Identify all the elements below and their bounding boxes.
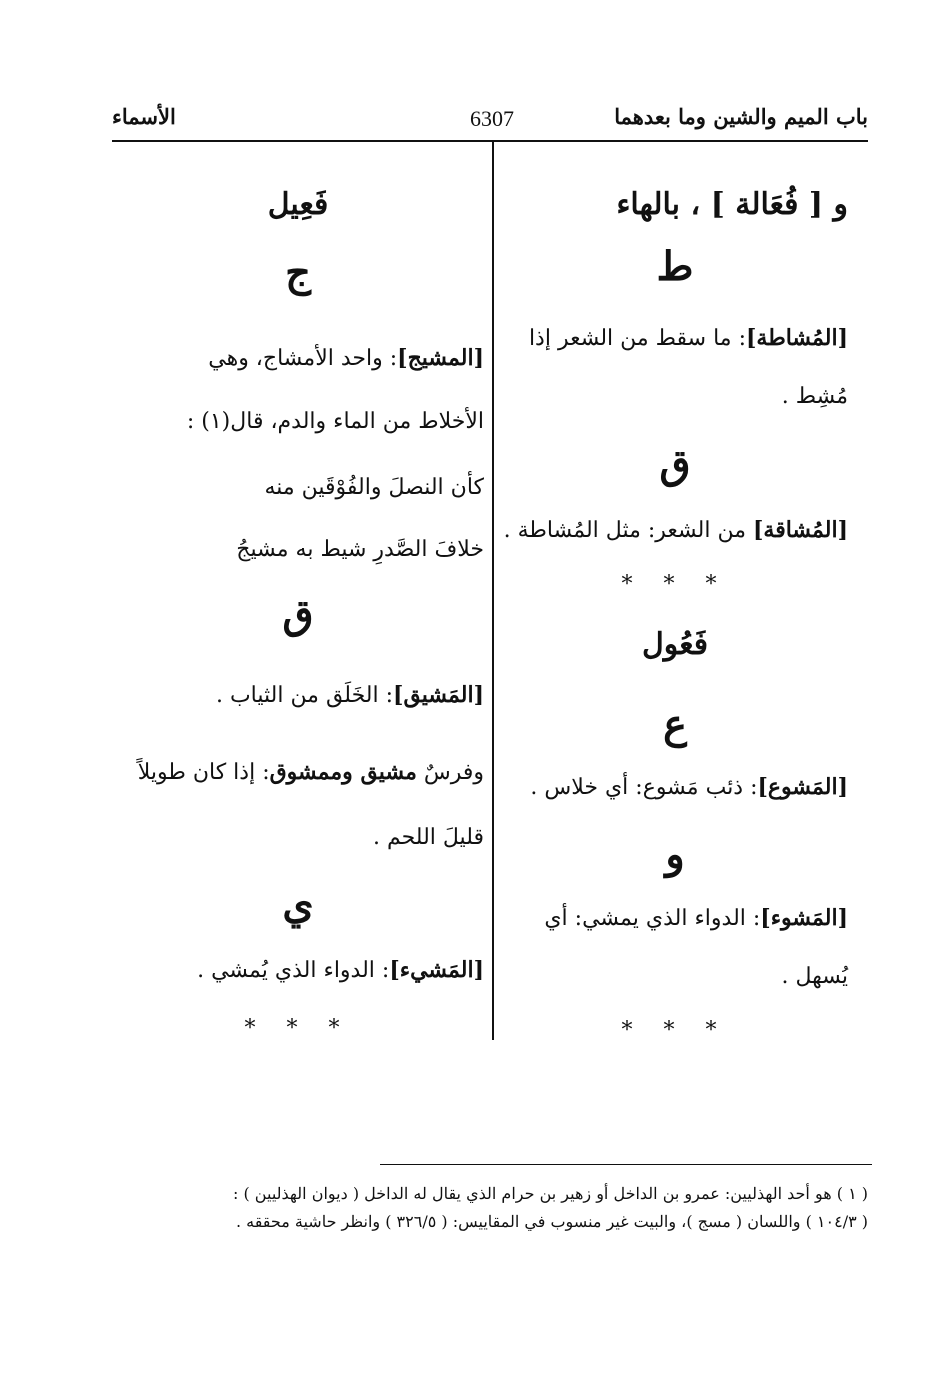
entry-mushata-line1 [529, 323, 848, 354]
heading-fuala: و [ فُعَالة ] ، بالهاء [616, 187, 848, 222]
headword: [المَشيق] [393, 682, 484, 708]
header-rule [112, 140, 868, 142]
poem-line-1: كأن النصلَ والفُوْقَين منه [264, 475, 484, 500]
entry-mashi [197, 955, 484, 986]
heading-fail: فَعِيل [267, 187, 329, 222]
poem-line-2: خلافَ الصَّدرِ شيط به مشيجُ [236, 537, 484, 562]
letter-waw: و [665, 831, 685, 878]
entry-mushaqa [504, 515, 848, 546]
section-separator: * * * [621, 1018, 729, 1043]
definition: من الشعر: مثل المُشاطة . [503, 518, 753, 543]
entry-mashu2-line2: يُسهل . [781, 964, 848, 989]
definition: : ذئب مَشوع: أي خلاس . [530, 775, 758, 800]
footnotes [112, 1180, 868, 1236]
letter-jim: ج [285, 249, 311, 296]
entry-mashij-line1 [208, 343, 484, 374]
chapter-title: باب الميم والشين وما بعدهما [614, 104, 868, 129]
headword: [المَشيء] [389, 957, 484, 983]
entry-mashu2-line1 [544, 903, 848, 934]
headword: [المشيج] [397, 345, 484, 371]
letter-qaf: ق [282, 591, 314, 638]
footnote-rule [380, 1164, 872, 1165]
definition: : إذا كان طويلاً [137, 760, 270, 785]
footnote-line-2: ( ١٠٤/٣ ) واللسان ( مسج )، والبيت غير منسوب في المقاييس: ( ٣٢٦/٥ ) وانظر حاشية محققه . [235, 1212, 868, 1231]
definition: : الخَلَق من الثياب . [215, 683, 394, 708]
entry-mashu [530, 772, 848, 803]
entry-mashiq-horse-line1 [138, 757, 484, 788]
definition: : الدواء الذي يُمشي . [197, 958, 390, 983]
section-separator: * * * [244, 1016, 352, 1041]
definition: : ما سقط من الشعر إذا [528, 326, 746, 351]
headword: [المَشوع] [757, 774, 848, 800]
text: وفرسٌ [416, 760, 484, 785]
column-divider [492, 142, 494, 1040]
entry-mashiq [216, 680, 484, 711]
definition: : واحد الأمشاج، وهي [208, 346, 398, 371]
footnote-line-1: ( ١ ) هو أحد الهذليين: عمرو بن الداخل أو زهير بن حرام الذي يقال له الداخل ( ديوان الهذليين ) : [233, 1184, 868, 1203]
headword: [المُشاطة] [746, 325, 848, 351]
headword: [المَشوء] [760, 905, 848, 931]
section-separator: * * * [621, 572, 729, 597]
entry-mashij-line2: الأخلاط من الماء والدم، قال(١) : [186, 409, 484, 434]
headword: [المُشاقة] [753, 517, 848, 543]
section-title: الأسماء [112, 104, 176, 129]
running-header [112, 100, 868, 140]
heading-fauul: فَعُول [641, 627, 709, 662]
letter-taa: ط [656, 243, 694, 290]
entry-mushata-line2: مُشِط . [781, 384, 848, 409]
letter-qaf: ق [659, 441, 691, 488]
page-number: 6307 [470, 106, 514, 131]
letter-ya: ي [282, 881, 314, 928]
headword: مشيق وممشوق [269, 759, 417, 785]
letter-ayn: ع [663, 701, 687, 748]
entry-mashiq-horse-line2: قليلَ اللحم . [372, 825, 484, 850]
definition: : الدواء الذي يمشي: أي [544, 906, 761, 931]
